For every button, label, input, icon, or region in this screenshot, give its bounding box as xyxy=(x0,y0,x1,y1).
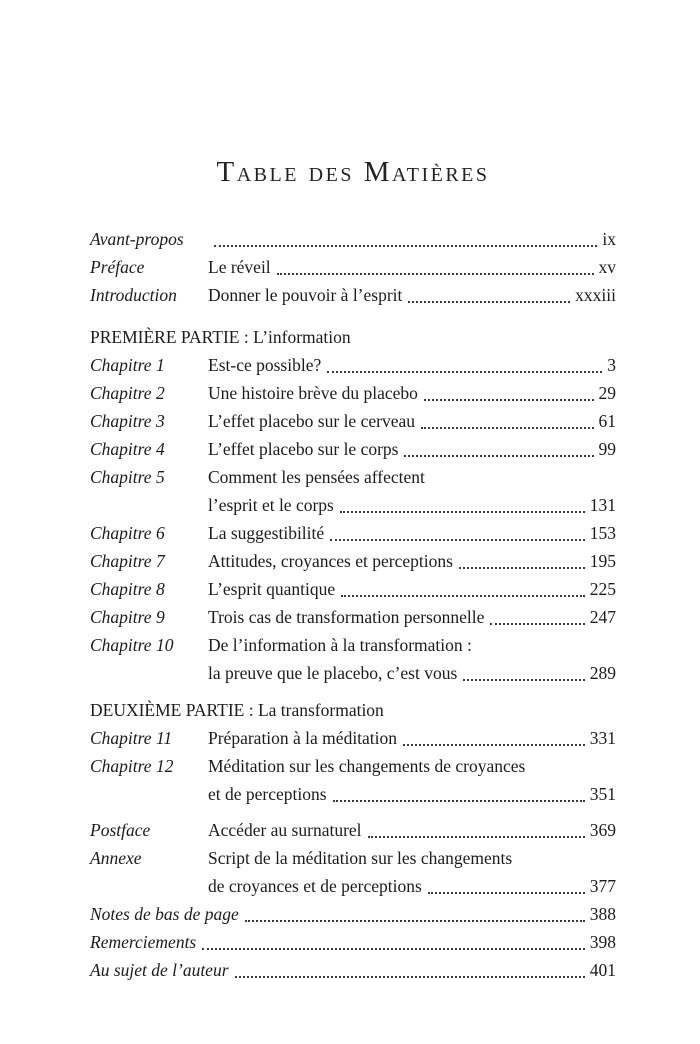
toc-entry-line xyxy=(208,659,616,687)
dot-leader xyxy=(235,976,585,978)
toc-entry-page: 401 xyxy=(589,960,616,980)
toc-entry-body xyxy=(208,351,616,379)
toc-entry xyxy=(90,724,616,752)
toc-entry-title: Donner le pouvoir à l’esprit xyxy=(208,285,403,305)
dot-leader xyxy=(463,679,584,681)
toc-entry-title: Attitudes, croyances et perceptions xyxy=(208,551,453,571)
toc-entry-body xyxy=(208,547,616,575)
toc-entry-label: Postface xyxy=(90,820,151,840)
toc-entry-title: La suggestibilité xyxy=(208,523,325,543)
toc-entry-label: Chapitre 3 xyxy=(90,411,165,431)
toc-entry xyxy=(90,956,616,984)
toc-entry-page: 61 xyxy=(598,411,616,431)
toc-entry-body xyxy=(208,816,616,844)
toc-entry xyxy=(90,435,616,463)
toc-entry-title: Préparation à la méditation xyxy=(208,728,398,748)
dot-leader xyxy=(327,371,602,373)
toc-entry-title: l’esprit et le corps xyxy=(208,495,334,515)
toc-entry-label: Chapitre 1 xyxy=(90,355,165,375)
toc-entry-line xyxy=(208,724,616,752)
toc-entry-title: Méditation sur les changements de croyances xyxy=(208,756,526,776)
toc-entry-body xyxy=(208,519,616,547)
page-title: Table des Matières xyxy=(216,156,490,188)
toc-entry-label: Chapitre 11 xyxy=(90,728,173,748)
toc-entry xyxy=(90,463,616,519)
toc-entry-line xyxy=(208,519,616,547)
back-matter-block xyxy=(90,816,616,984)
toc-entry-page: 131 xyxy=(589,495,616,515)
toc-entry xyxy=(90,603,616,631)
toc-entry-line xyxy=(208,435,616,463)
toc-entry xyxy=(90,253,616,281)
toc-entry xyxy=(90,752,616,808)
toc-entry-title: la preuve que le placebo, c’est vous xyxy=(208,663,458,683)
toc-entry-page: 351 xyxy=(589,784,616,804)
toc-entry-label: Notes de bas de page xyxy=(90,904,239,924)
toc-entry-body xyxy=(208,631,616,687)
toc-entry-label: Chapitre 6 xyxy=(90,523,165,543)
toc-entry-label: Chapitre 12 xyxy=(90,756,174,776)
part-header: DEUXIÈME PARTIE : La transformation xyxy=(90,700,384,720)
toc-entry-label: Chapitre 10 xyxy=(90,635,174,655)
toc-entry-line xyxy=(208,547,616,575)
toc-entry-line xyxy=(208,351,616,379)
dot-leader xyxy=(459,567,585,569)
dot-leader xyxy=(368,836,585,838)
toc-entry-body xyxy=(208,603,616,631)
toc-entry-line xyxy=(208,872,616,900)
toc-entry-page: 289 xyxy=(589,663,616,683)
toc-entry-page: 225 xyxy=(589,579,616,599)
dot-leader xyxy=(341,595,585,597)
toc-entry-page: 398 xyxy=(589,932,616,952)
toc-entry-line xyxy=(208,281,616,309)
toc-entry-label: Avant-propos xyxy=(90,229,184,249)
toc-entry-line xyxy=(208,407,616,435)
toc-entry-label: Chapitre 2 xyxy=(90,383,165,403)
toc-entry-title: de croyances et de perceptions xyxy=(208,876,422,896)
toc-entry-line xyxy=(208,603,616,631)
toc-entry-label: Au sujet de l’auteur xyxy=(90,960,229,980)
toc-entry-title: Script de la méditation sur les changements xyxy=(208,848,513,868)
toc-entry-page: 247 xyxy=(589,607,616,627)
dot-leader xyxy=(421,427,594,429)
toc-entry-body xyxy=(208,575,616,603)
toc-entry-title: Comment les pensées affectent xyxy=(208,467,425,487)
toc-entry xyxy=(90,407,616,435)
toc-entry-page: 195 xyxy=(589,551,616,571)
dot-leader xyxy=(330,539,585,541)
toc-entry-page: ix xyxy=(602,229,616,249)
toc-entry-body xyxy=(208,379,616,407)
toc-entry xyxy=(90,281,616,309)
dot-leader xyxy=(408,301,570,303)
toc-entry-title: L’effet placebo sur le cerveau xyxy=(208,411,415,431)
toc-entry-label: Chapitre 7 xyxy=(90,551,165,571)
part-header: PREMIÈRE PARTIE : L’information xyxy=(90,327,351,347)
toc-entry-title: De l’information à la transformation : xyxy=(208,635,472,655)
dot-leader xyxy=(214,245,597,247)
toc-entry-label: Préface xyxy=(90,257,145,277)
dot-leader xyxy=(202,948,585,950)
toc-entry-label: Remerciements xyxy=(90,932,197,952)
dot-leader xyxy=(424,399,594,401)
toc-entry-page: xv xyxy=(598,257,616,277)
dot-leader xyxy=(404,455,593,457)
toc-entry xyxy=(90,816,616,844)
toc-entry-label: Annexe xyxy=(90,848,142,868)
dot-leader xyxy=(340,511,585,513)
toc-entry-title: L’effet placebo sur le corps xyxy=(208,439,399,459)
toc-entry xyxy=(90,519,616,547)
toc-entry-page: xxxiii xyxy=(575,285,616,305)
toc-entry xyxy=(90,928,616,956)
toc-entry-line xyxy=(208,463,616,491)
toc-entry-label: Chapitre 8 xyxy=(90,579,165,599)
toc-entry-page: 153 xyxy=(589,523,616,543)
toc-entry-line xyxy=(208,491,616,519)
toc-entry-title: L’esprit quantique xyxy=(208,579,336,599)
toc-entry-line xyxy=(208,816,616,844)
front-matter-block xyxy=(90,225,616,309)
dot-leader xyxy=(277,273,594,275)
toc-entry-title: et de perceptions xyxy=(208,784,327,804)
toc-entry-title: Trois cas de transformation personnelle xyxy=(208,607,485,627)
toc-entry-page: 369 xyxy=(589,820,616,840)
toc-entry-label: Introduction xyxy=(90,285,177,305)
toc-entry-title: Accéder au surnaturel xyxy=(208,820,362,840)
part-1-block xyxy=(90,323,616,687)
toc-entry-line xyxy=(208,752,616,780)
toc-entry-line xyxy=(208,379,616,407)
toc-entry-body xyxy=(208,407,616,435)
toc-entry-body xyxy=(208,435,616,463)
toc-entry xyxy=(90,844,616,900)
toc-entry-body xyxy=(208,752,616,808)
toc-entry-title: Une histoire brève du placebo xyxy=(208,383,418,403)
dot-leader xyxy=(428,892,585,894)
toc-entry-line xyxy=(208,253,616,281)
toc-entry-body xyxy=(208,463,616,519)
toc-entry xyxy=(90,225,616,253)
toc-entry-body xyxy=(208,844,616,900)
toc-entry-line xyxy=(208,225,616,253)
toc-entry-page: 388 xyxy=(589,904,616,924)
toc-entry-body xyxy=(208,724,616,752)
dot-leader xyxy=(490,623,584,625)
toc-entry xyxy=(90,631,616,687)
toc-entry-title: Est-ce possible? xyxy=(208,355,322,375)
toc-entry-page: 99 xyxy=(598,439,616,459)
toc-entry xyxy=(90,351,616,379)
toc-entry xyxy=(90,547,616,575)
dot-leader xyxy=(245,920,585,922)
toc-entry-line xyxy=(208,575,616,603)
dot-leader xyxy=(333,800,585,802)
toc-entry-line xyxy=(208,631,616,659)
toc-entry-label: Chapitre 4 xyxy=(90,439,165,459)
toc-entry-page: 377 xyxy=(589,876,616,896)
toc-entry-title: Le réveil xyxy=(208,257,271,277)
toc-entry-page: 29 xyxy=(598,383,616,403)
toc-entry-body xyxy=(208,253,616,281)
toc-entry xyxy=(90,575,616,603)
toc-list xyxy=(90,225,616,984)
toc-entry-body xyxy=(208,281,616,309)
part-2-block xyxy=(90,696,616,808)
toc-entry-page: 3 xyxy=(607,355,616,375)
toc-entry-label: Chapitre 9 xyxy=(90,607,165,627)
toc-entry-line xyxy=(208,780,616,808)
dot-leader xyxy=(403,744,585,746)
toc-entry xyxy=(90,379,616,407)
toc-entry-page: 331 xyxy=(589,728,616,748)
toc-entry-line xyxy=(208,844,616,872)
toc-entry-body xyxy=(208,225,616,253)
toc-entry xyxy=(90,900,616,928)
toc-entry-label: Chapitre 5 xyxy=(90,467,165,487)
